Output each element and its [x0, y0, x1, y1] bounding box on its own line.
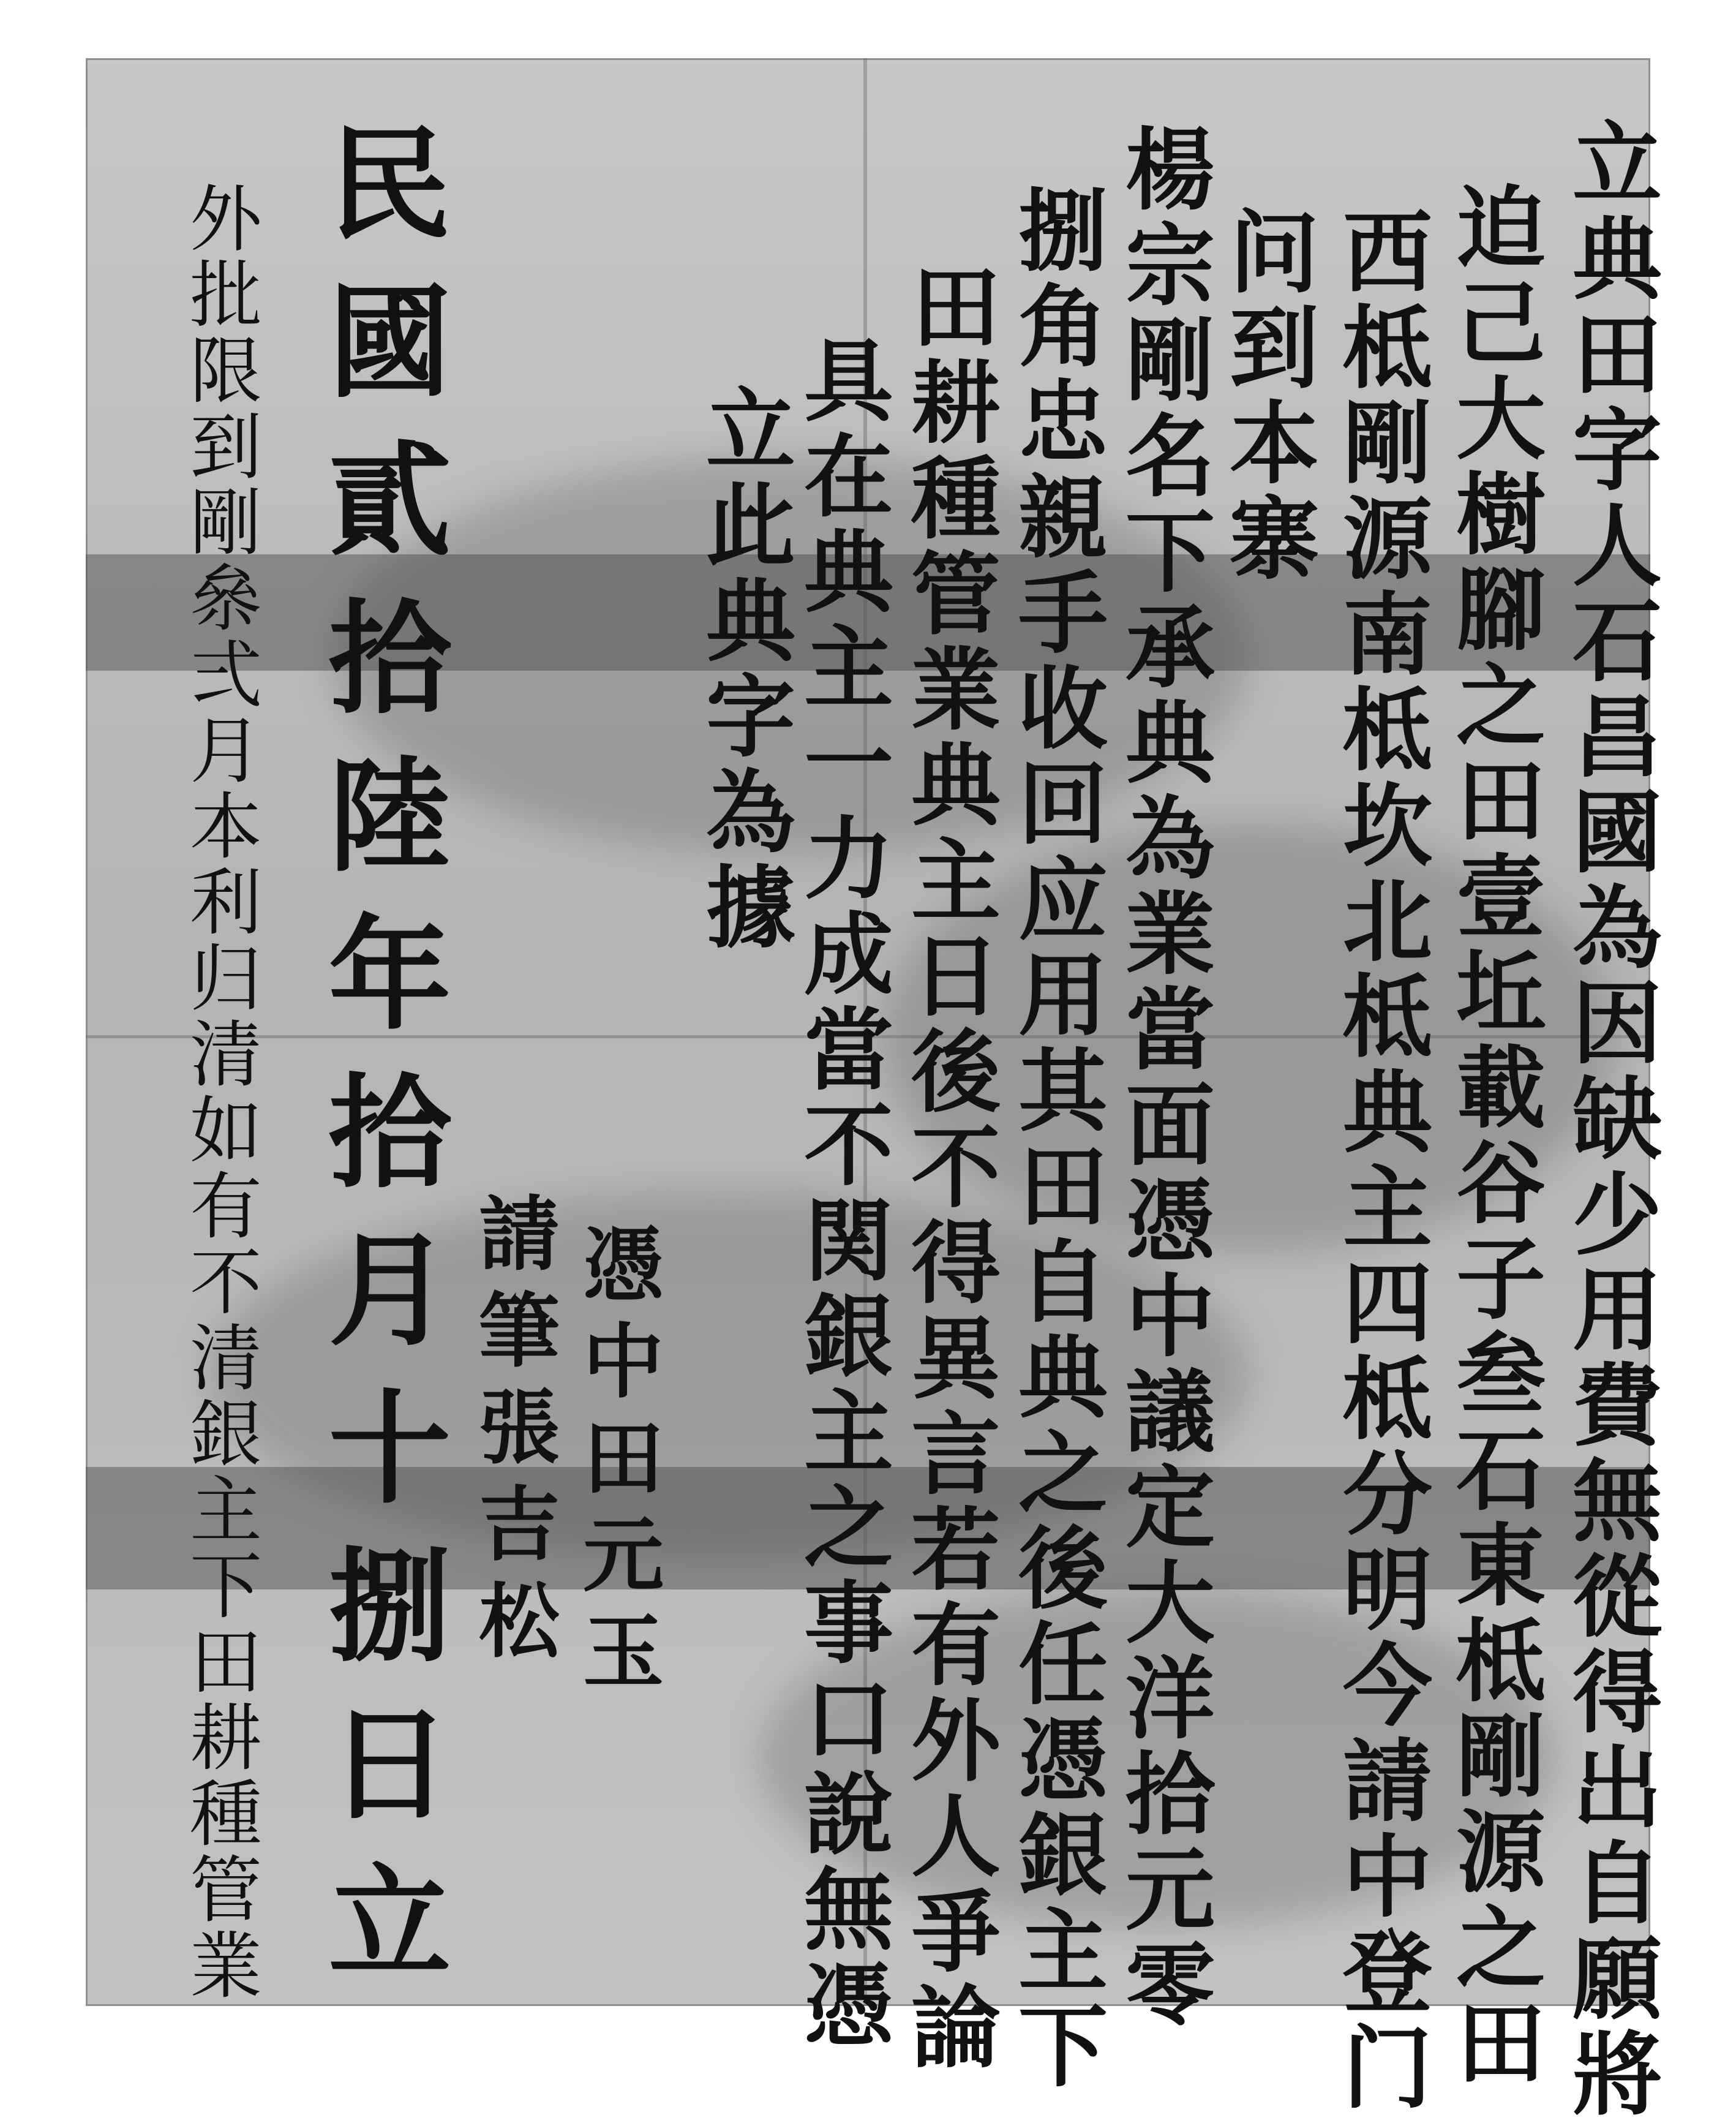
text-column-4: 问到本寨 — [1214, 205, 1319, 587]
text-column-6: 捌角忠親手收回应用其田自典之後任憑銀主下 — [1003, 184, 1108, 2095]
side-note: 外批限到剛㕘弍月本利归清如有不清銀主下田耕種管業 — [178, 181, 262, 2004]
date-column: 民國貳拾陸年拾月十捌日立 — [308, 119, 452, 2016]
paper-sheet — [86, 58, 1662, 2123]
text-column-2: 迫己大樹腳之田壹坵載谷子叁石東柢剛源之田 — [1441, 181, 1546, 2092]
text-column-3: 西柢剛源南柢坎北柢典主四柢分明今請中登门 — [1328, 205, 1432, 2116]
text-column-9: 立此典字為據 — [691, 383, 795, 956]
scribe-signature: 請筆張吉松 — [465, 1191, 560, 1675]
text-column-5: 楊宗剛名下承典為業當面憑中議定大洋拾元零 — [1110, 123, 1215, 2034]
text-column-1: 立典田字人石昌國為因缺少用費無從得出自願將 — [1557, 116, 1662, 2123]
text-column-8: 具在典主一力成當不関銀主之事口說無憑 — [789, 334, 893, 2054]
witness-signature: 憑中田元玉 — [569, 1222, 664, 1706]
text-column-7: 田耕種管業典主日後不得異言若有外人爭論 — [896, 260, 1001, 2076]
